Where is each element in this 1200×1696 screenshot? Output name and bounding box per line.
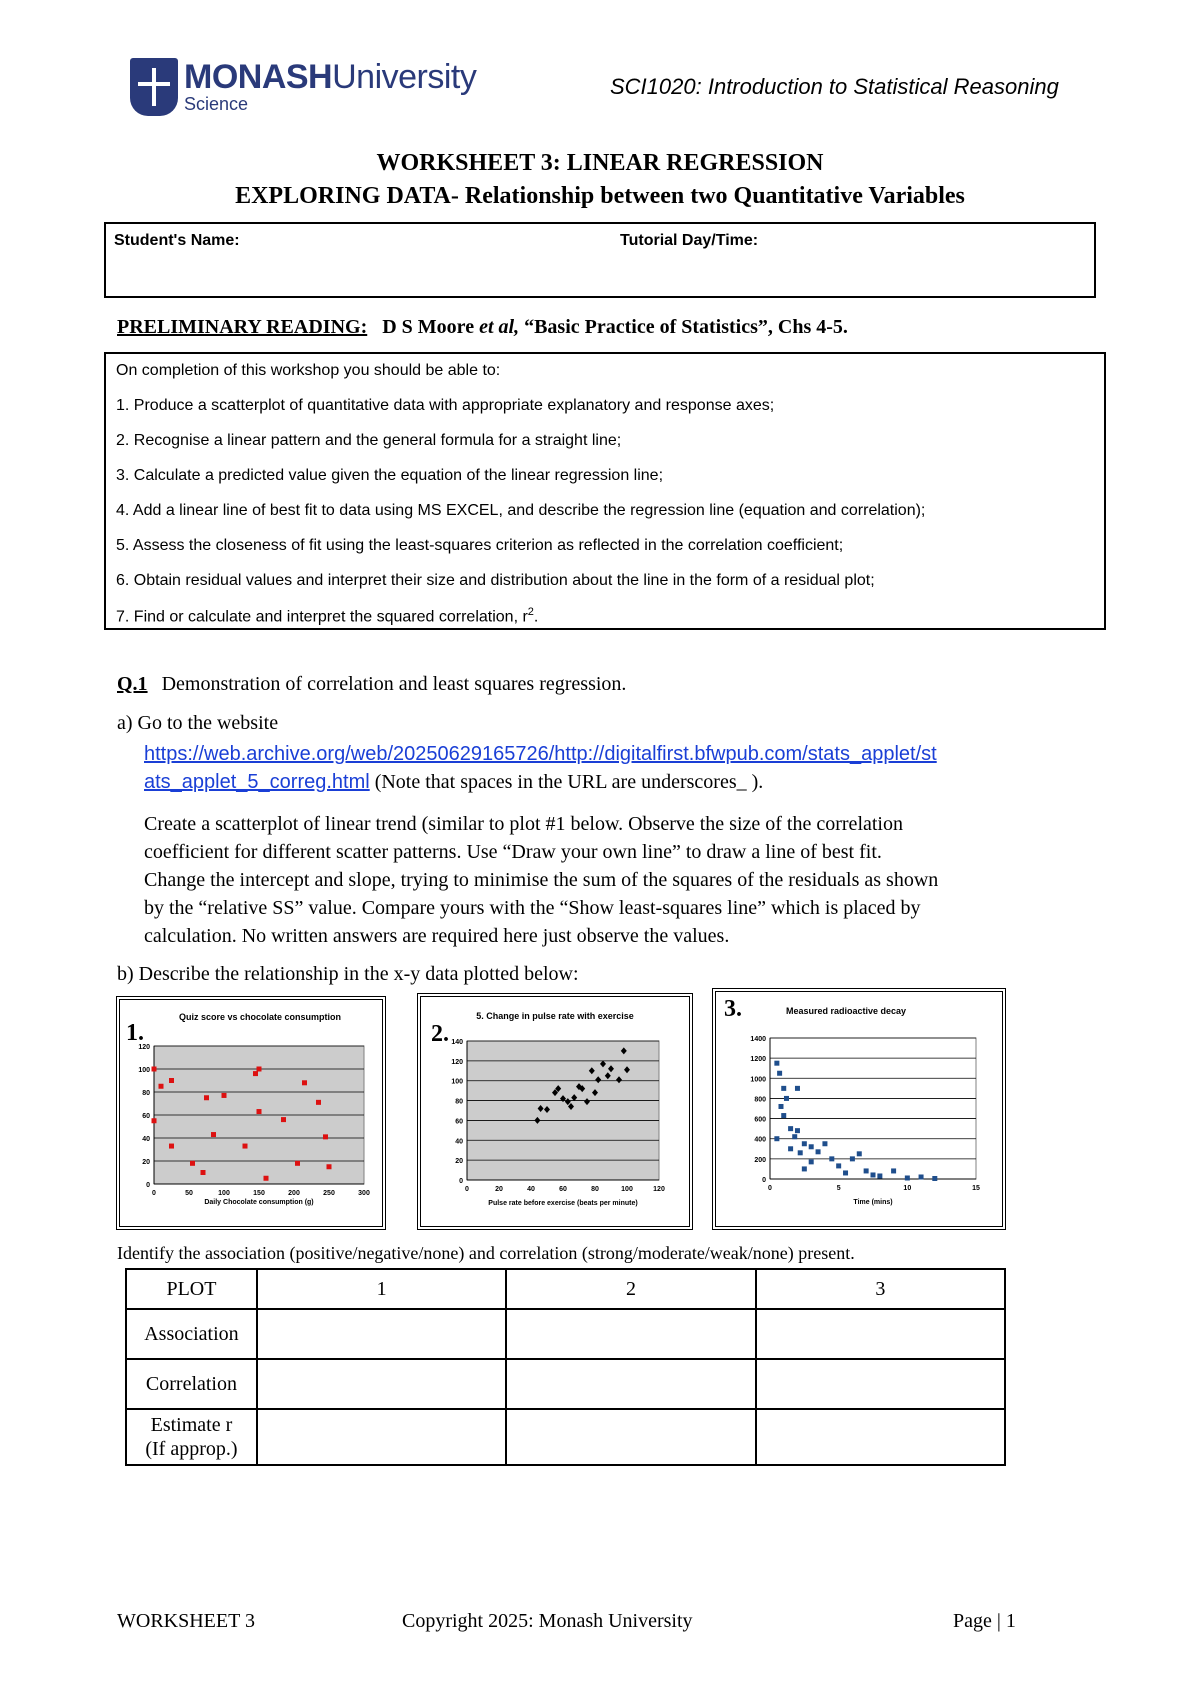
footer-copyright: Copyright 2025: Monash University bbox=[402, 1610, 693, 1632]
x-tick-label: 150 bbox=[253, 1190, 265, 1197]
answer-cell[interactable] bbox=[506, 1359, 755, 1409]
plot-area bbox=[770, 1038, 976, 1179]
x-tick-label: 100 bbox=[621, 1186, 633, 1193]
data-point bbox=[201, 1170, 206, 1175]
y-tick-label: 0 bbox=[146, 1182, 150, 1189]
y-tick-label: 60 bbox=[455, 1118, 463, 1126]
data-point bbox=[829, 1156, 834, 1161]
monash-logo-faculty: Science bbox=[184, 94, 249, 114]
x-tick-label: 0 bbox=[768, 1185, 772, 1192]
scatter-chart-2-svg bbox=[421, 997, 689, 1226]
table-instructions: Identify the association (positive/negative/none) and correlation (strong/moderate/weak/none) present. bbox=[117, 1243, 855, 1263]
answer-table bbox=[125, 1268, 1006, 1466]
x-axis-label: Pulse rate before exercise (beats per minute) bbox=[488, 1200, 638, 1207]
website-link-continued[interactable]: ats_applet_5_correg.html bbox=[144, 771, 370, 793]
y-tick-label: 1000 bbox=[750, 1076, 766, 1084]
monash-logo-text: MONASHUniversity bbox=[184, 58, 477, 96]
table-header-row bbox=[126, 1269, 1005, 1309]
student-info-box bbox=[104, 222, 1096, 298]
y-tick-label: 200 bbox=[754, 1156, 766, 1164]
data-point bbox=[264, 1176, 269, 1181]
preliminary-reading bbox=[117, 316, 848, 339]
data-point bbox=[152, 1118, 157, 1123]
question-1-heading bbox=[117, 673, 626, 696]
data-point bbox=[809, 1144, 814, 1149]
worksheet-subtitle: EXPLORING DATA- Relationship between two Quantitative Variables bbox=[235, 183, 965, 209]
x-tick-label: 80 bbox=[591, 1186, 599, 1193]
x-tick-label: 50 bbox=[185, 1190, 193, 1197]
x-tick-label: 15 bbox=[972, 1185, 980, 1192]
data-point bbox=[795, 1128, 800, 1133]
objectives-box bbox=[104, 352, 1106, 630]
monash-crest-logo bbox=[130, 58, 178, 116]
data-point bbox=[327, 1164, 332, 1169]
y-tick-label: 400 bbox=[754, 1136, 766, 1144]
data-point bbox=[905, 1175, 910, 1180]
reading-etal: et al, bbox=[479, 316, 520, 338]
chart-title: Quiz score vs chocolate consumption bbox=[178, 1012, 342, 1022]
table-row bbox=[126, 1309, 1005, 1359]
data-point bbox=[871, 1172, 876, 1177]
student-name-label: Student's Name: bbox=[114, 232, 240, 249]
question-1-label: Q.1 bbox=[117, 673, 148, 695]
x-axis-label: Time (mins) bbox=[853, 1199, 893, 1206]
data-point bbox=[877, 1173, 882, 1178]
x-tick-label: 0 bbox=[152, 1190, 156, 1197]
data-point bbox=[777, 1071, 782, 1076]
data-point bbox=[152, 1067, 157, 1072]
objective-item: 4. Add a linear line of best fit to data using MS EXCEL, and describe the regression line (equation and correlation); bbox=[116, 502, 926, 519]
y-tick-label: 80 bbox=[142, 1090, 150, 1097]
y-tick-label: 140 bbox=[451, 1039, 463, 1046]
plot-number-3: 3. bbox=[724, 996, 742, 1022]
data-point bbox=[774, 1136, 779, 1141]
data-point bbox=[792, 1134, 797, 1139]
data-point bbox=[781, 1113, 786, 1118]
preliminary-reading-label: PRELIMINARY READING: bbox=[117, 316, 368, 338]
chart-title: Measured radioactive decay bbox=[785, 1006, 907, 1016]
x-tick-label: 20 bbox=[495, 1186, 503, 1193]
data-point bbox=[190, 1161, 195, 1166]
instruction-line: Change the intercept and slope, trying to minimise the sum of the squares of the residuals as shown bbox=[144, 869, 939, 891]
url-note: (Note that spaces in the URL are underscores_ ). bbox=[369, 771, 764, 793]
question-1-text: Demonstration of correlation and least squares regression. bbox=[161, 673, 627, 695]
data-point bbox=[159, 1084, 164, 1089]
data-point bbox=[919, 1174, 924, 1179]
data-point bbox=[891, 1168, 896, 1173]
y-tick-label: 20 bbox=[142, 1159, 150, 1166]
data-point bbox=[843, 1170, 848, 1175]
plot-number-2: 2. bbox=[431, 1021, 449, 1047]
part-b-label: b) Describe the relationship in the x-y data plotted below: bbox=[117, 963, 579, 985]
y-tick-label: 0 bbox=[762, 1177, 766, 1184]
answer-cell[interactable] bbox=[756, 1359, 1005, 1409]
y-tick-label: 80 bbox=[455, 1098, 463, 1106]
answer-cell[interactable] bbox=[756, 1409, 1005, 1465]
objective-item: 1. Produce a scatterplot of quantitative data with appropriate explanatory and response axes; bbox=[116, 397, 775, 414]
answer-cell[interactable] bbox=[257, 1309, 506, 1359]
y-tick-label: 0 bbox=[459, 1178, 463, 1185]
table-row bbox=[126, 1359, 1005, 1409]
chart-title: 5. Change in pulse rate with exercise bbox=[476, 1011, 634, 1021]
y-tick-label: 40 bbox=[142, 1136, 150, 1143]
y-tick-label: 100 bbox=[451, 1078, 463, 1086]
website-link-block bbox=[144, 740, 937, 796]
data-point bbox=[788, 1146, 793, 1151]
reading-author: D S Moore bbox=[382, 316, 475, 338]
answer-cell[interactable] bbox=[506, 1409, 755, 1465]
data-point bbox=[774, 1061, 779, 1066]
row-label-correlation: Correlation bbox=[126, 1359, 257, 1409]
answer-cell[interactable] bbox=[506, 1309, 755, 1359]
scatter-chart-1 bbox=[116, 996, 386, 1230]
worksheet-title: WORKSHEET 3: LINEAR REGRESSION bbox=[376, 150, 824, 176]
objective-item: 7. Find or calculate and interpret the squared correlation, $r^2$. bbox=[116, 606, 539, 626]
table-header-cell: PLOT bbox=[126, 1269, 257, 1309]
scatter-chart-2 bbox=[417, 993, 693, 1230]
data-point bbox=[323, 1134, 328, 1139]
footer-page-number: Page | 1 bbox=[953, 1610, 1016, 1632]
data-point bbox=[784, 1096, 789, 1101]
tutorial-time-label: Tutorial Day/Time: bbox=[620, 232, 759, 249]
data-point bbox=[302, 1080, 307, 1085]
data-point bbox=[316, 1100, 321, 1105]
data-point bbox=[836, 1163, 841, 1168]
plot-number-1: 1. bbox=[126, 1020, 144, 1046]
data-point bbox=[222, 1093, 227, 1098]
objectives-intro: On completion of this workshop you should be able to: bbox=[116, 362, 501, 379]
table-header-cell: 2 bbox=[506, 1269, 755, 1309]
data-point bbox=[211, 1132, 216, 1137]
x-tick-label: 200 bbox=[288, 1190, 300, 1197]
y-tick-label: 120 bbox=[451, 1058, 463, 1066]
y-tick-label: 100 bbox=[138, 1067, 150, 1074]
data-point bbox=[850, 1156, 855, 1161]
data-point bbox=[257, 1109, 262, 1114]
objective-item: 5. Assess the closeness of fit using the least-squares criterion as reflected in the correlation coefficient; bbox=[116, 537, 844, 554]
website-link[interactable]: https://web.archive.org/web/20250629165726/http://digitalfirst.bfwpub.com/stats_applet/st bbox=[144, 743, 937, 765]
x-tick-label: 60 bbox=[559, 1186, 567, 1193]
objective-item: 2. Recognise a linear pattern and the general formula for a straight line; bbox=[116, 432, 622, 449]
objective-item: 3. Calculate a predicted value given the equation of the linear regression line; bbox=[116, 467, 664, 484]
data-point bbox=[802, 1166, 807, 1171]
part-a-label: a) Go to the website bbox=[117, 712, 279, 734]
data-point bbox=[204, 1095, 209, 1100]
y-tick-label: 120 bbox=[138, 1044, 150, 1051]
y-tick-label: 60 bbox=[142, 1113, 150, 1120]
instruction-line: Create a scatterplot of linear trend (similar to plot #1 below. Observe the size of the correlation bbox=[144, 813, 903, 835]
data-point bbox=[281, 1117, 286, 1122]
table-header-cell: 3 bbox=[756, 1269, 1005, 1309]
data-point bbox=[809, 1159, 814, 1164]
data-point bbox=[822, 1141, 827, 1146]
table-row bbox=[126, 1409, 1005, 1465]
data-point bbox=[169, 1078, 174, 1083]
x-tick-label: 0 bbox=[465, 1186, 469, 1193]
data-point bbox=[857, 1151, 862, 1156]
course-title: SCI1020: Introduction to Statistical Reasoning bbox=[610, 74, 1059, 99]
plot-area bbox=[467, 1041, 659, 1180]
y-tick-label: 1400 bbox=[750, 1036, 766, 1043]
data-point bbox=[781, 1086, 786, 1091]
y-tick-label: 40 bbox=[455, 1138, 463, 1146]
data-point bbox=[778, 1104, 783, 1109]
data-point bbox=[795, 1086, 800, 1091]
data-point bbox=[295, 1161, 300, 1166]
data-point bbox=[798, 1150, 803, 1155]
data-point bbox=[816, 1149, 821, 1154]
y-tick-label: 800 bbox=[754, 1096, 766, 1104]
instruction-line: coefficient for different scatter patterns. Use “Draw your own line” to draw a line of best fit. bbox=[144, 841, 882, 863]
data-point bbox=[932, 1176, 937, 1181]
row-label-estimate: Estimate r (If approp.) bbox=[126, 1409, 257, 1465]
x-tick-label: 300 bbox=[358, 1190, 370, 1197]
x-tick-label: 40 bbox=[527, 1186, 535, 1193]
footer-worksheet: WORKSHEET 3 bbox=[117, 1610, 255, 1632]
y-tick-label: 600 bbox=[754, 1116, 766, 1124]
reading-title: “Basic Practice of Statistics”, Chs 4-5. bbox=[524, 316, 848, 338]
data-point bbox=[864, 1168, 869, 1173]
data-point bbox=[257, 1067, 262, 1072]
scatter-chart-3-svg bbox=[716, 992, 1002, 1226]
y-tick-label: 1200 bbox=[750, 1056, 766, 1064]
data-point bbox=[243, 1144, 248, 1149]
objective-item: 6. Obtain residual values and interpret their size and distribution about the line in the form of a residual plot; bbox=[116, 572, 875, 589]
answer-cell[interactable] bbox=[756, 1309, 1005, 1359]
x-tick-label: 10 bbox=[903, 1185, 912, 1192]
instruction-line: by the “relative SS” value. Compare yours with the “Show least-squares line” which is placed by bbox=[144, 897, 921, 919]
answer-cell[interactable] bbox=[257, 1409, 506, 1465]
data-point bbox=[253, 1071, 258, 1076]
x-tick-label: 120 bbox=[653, 1186, 665, 1193]
x-tick-label: 100 bbox=[218, 1190, 230, 1197]
scatter-chart-3 bbox=[712, 988, 1006, 1230]
instruction-line: calculation. No written answers are required here just observe the values. bbox=[144, 925, 730, 947]
answer-cell[interactable] bbox=[257, 1359, 506, 1409]
row-label-association: Association bbox=[126, 1309, 257, 1359]
x-tick-label: 250 bbox=[323, 1190, 335, 1197]
x-tick-label: 5 bbox=[836, 1185, 841, 1192]
x-axis-label: Daily Chocolate consumption (g) bbox=[204, 1199, 314, 1206]
data-point bbox=[788, 1126, 793, 1131]
instructions-paragraph bbox=[144, 810, 938, 950]
scatter-chart-1-svg bbox=[120, 1000, 382, 1226]
data-point bbox=[169, 1144, 174, 1149]
y-tick-label: 20 bbox=[455, 1158, 463, 1166]
data-point bbox=[802, 1141, 807, 1146]
table-header-cell: 1 bbox=[257, 1269, 506, 1309]
